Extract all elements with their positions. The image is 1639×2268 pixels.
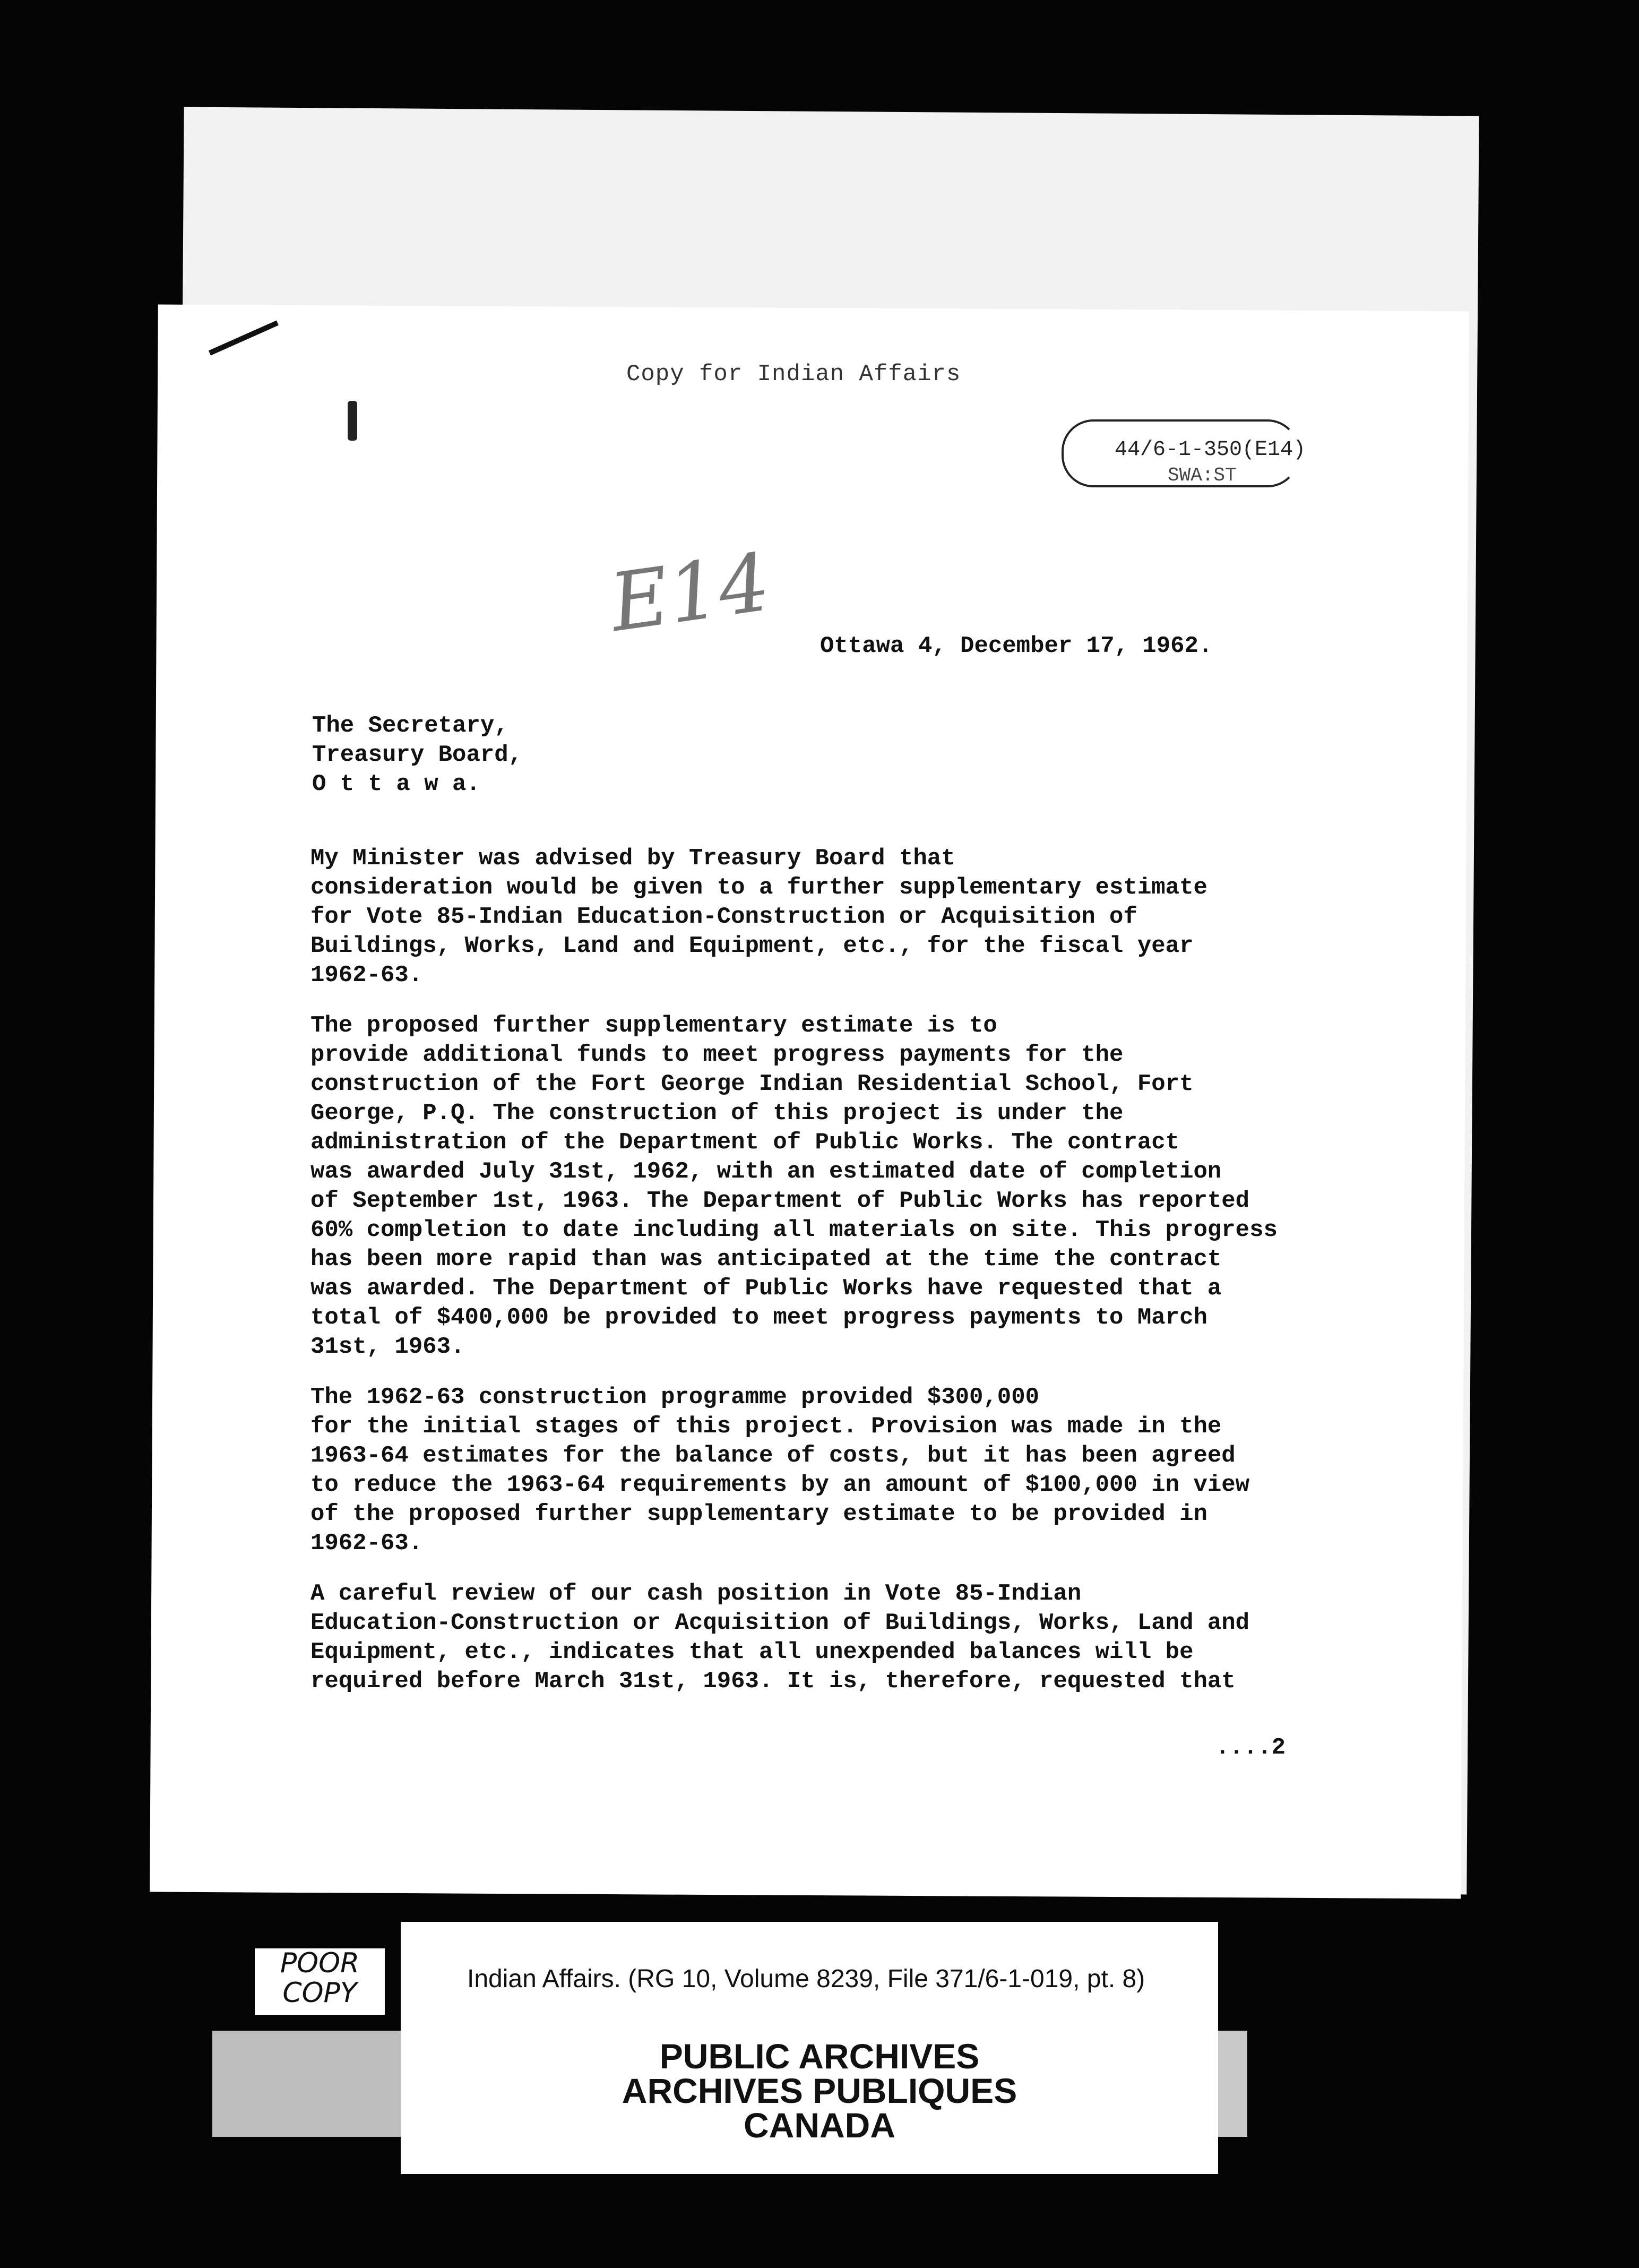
archive-name-line: CANADA: [744, 2106, 895, 2145]
body-line: Buildings, Works, Land and Equipment, etc., for the fiscal year: [310, 933, 1194, 959]
poor-copy-line: COPY: [282, 1977, 357, 2009]
ink-blot: [348, 401, 357, 441]
body-line: was awarded. The Department of Public Works have requested that a: [310, 1275, 1222, 1302]
body-line: for Vote 85-Indian Education-Construction or Acquisition of: [310, 904, 1137, 930]
archive-citation: Indian Affairs. (RG 10, Volume 8239, File 371/6-1-019, pt. 8): [467, 1965, 1145, 1993]
body-line: Education-Construction or Acquisition of Buildings, Works, Land and: [310, 1610, 1250, 1636]
poor-copy-note: [255, 1948, 385, 2015]
body-line: provide additional funds to meet progress payments for the: [310, 1042, 1124, 1068]
body-line: The 1962-63 construction programme provided $300,000: [310, 1384, 1040, 1411]
body-line: George, P.Q. The construction of this project is under the: [310, 1100, 1124, 1127]
body-line: to reduce the 1963-64 requirements by an amount of $100,000 in view: [310, 1472, 1250, 1498]
body-line: Equipment, etc., indicates that all unexpended balances will be: [310, 1639, 1194, 1665]
file-number-stamp: [1062, 419, 1327, 488]
body-line: 1962-63.: [310, 1530, 423, 1557]
body-line: 1962-63.: [310, 962, 423, 989]
copy-label: Copy for Indian Affairs: [626, 361, 961, 388]
body-line: 60% completion to date including all materials on site. This progress: [310, 1217, 1278, 1243]
addressee-line: O t t a w a.: [312, 771, 480, 797]
body-line: of the proposed further supplementary estimate to be provided in: [310, 1501, 1207, 1527]
body-line: for the initial stages of this project. Provision was made in the: [310, 1413, 1222, 1440]
body-line: required before March 31st, 1963. It is, therefore, requested that: [310, 1668, 1236, 1695]
handwritten-code: E14: [605, 536, 776, 650]
body-line: The proposed further supplementary estimate is to: [310, 1012, 997, 1039]
page-continuation-marker: ....2: [1215, 1734, 1286, 1761]
letter-date: Ottawa 4, December 17, 1962.: [820, 633, 1213, 659]
body-line: of September 1st, 1963. The Department of Public Works has reported: [310, 1188, 1250, 1214]
addressee-line: The Secretary,: [312, 712, 508, 739]
body-line: was awarded July 31st, 1962, with an estimated date of completion: [310, 1158, 1222, 1185]
addressee-line: Treasury Board,: [312, 742, 523, 768]
body-line: total of $400,000 be provided to meet progress payments to March: [310, 1304, 1207, 1331]
body-line: has been more rapid than was anticipated at the time the contract: [310, 1246, 1222, 1273]
body-line: My Minister was advised by Treasury Board that: [310, 845, 955, 872]
archive-name-line: ARCHIVES PUBLIQUES: [622, 2071, 1017, 2110]
body-line: consideration would be given to a further supplementary estimate: [310, 874, 1207, 901]
body-line: 1963-64 estimates for the balance of costs, but it has been agreed: [310, 1442, 1236, 1469]
body-line: administration of the Department of Public Works. The contract: [310, 1129, 1180, 1156]
body-line: construction of the Fort George Indian Residential School, Fort: [310, 1071, 1194, 1097]
poor-copy-line: POOR: [280, 1947, 360, 1979]
body-line: A careful review of our cash position in Vote 85-Indian: [310, 1580, 1082, 1607]
file-number: 44/6-1-350(E14): [1115, 438, 1306, 462]
body-line: 31st, 1963.: [310, 1334, 465, 1360]
file-reference: SWA:ST: [1168, 465, 1237, 486]
archive-name-line: PUBLIC ARCHIVES: [659, 2037, 980, 2076]
